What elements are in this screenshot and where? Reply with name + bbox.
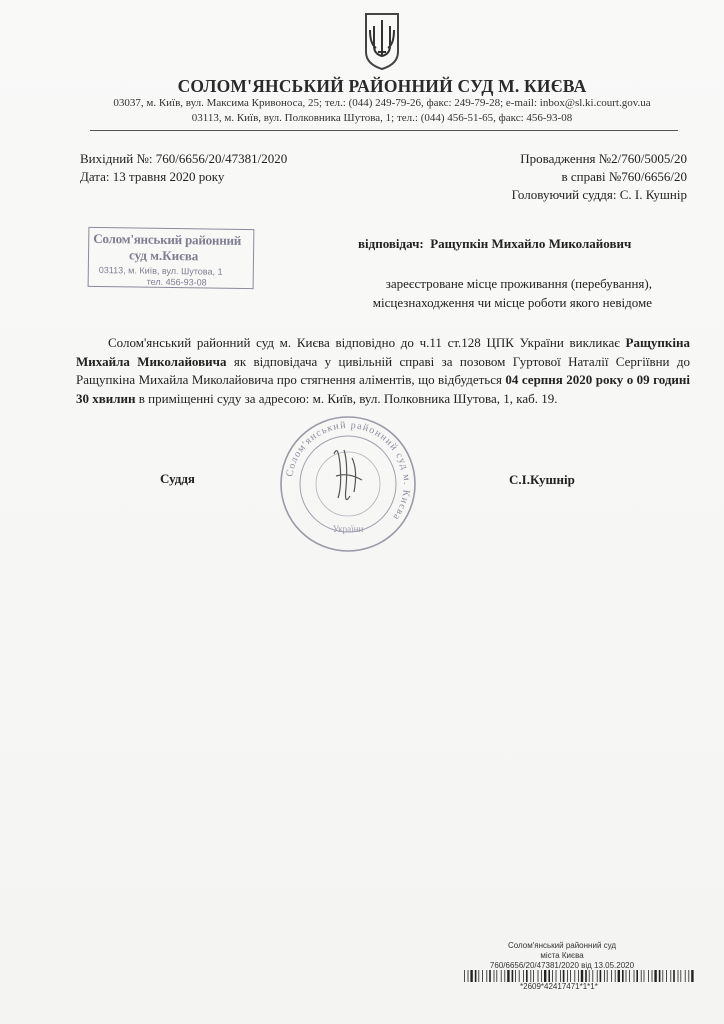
proceeding-number: Провадження №2/760/5005/20 xyxy=(520,151,687,166)
case-block xyxy=(512,150,687,204)
header-divider xyxy=(90,130,678,131)
body-part-2: як відповідача у цивільній справі за позовом Гуртової Наталії Сергіївни до Ращупкіна Михайла Миколайовича про стягнення аліментів, що відбудеться xyxy=(76,353,690,387)
court-address-primary: 03037, м. Київ, вул. Максима Кривоноса, 25; тел.: (044) 249-79-26, факс: 249-79-28; e-mail: inbox@sl.ki.court.gov.ua xyxy=(113,97,651,109)
court-seal xyxy=(278,414,418,554)
court-address-secondary: 03113, м. Київ, вул. Полковника Шутова, 1; тел.: (044) 456-51-65, факс: 456-93-08 xyxy=(191,112,573,124)
respondent-name: Ращупкін Михайло Миколайович xyxy=(430,236,632,251)
signature-title: Суддя xyxy=(160,471,195,486)
respondent-address-line-2: місцезнаходження чи місце роботи якого невідоме xyxy=(372,295,652,310)
body-part-3: в приміщенні суду за адресою: м. Київ, вул. Полковника Шутова, 1, каб. 19. xyxy=(135,390,558,406)
footer-line-2: міста Києва xyxy=(540,951,584,960)
respondent-address xyxy=(373,274,652,312)
outgoing-block xyxy=(80,150,287,186)
body-part-1: Солом'янський районний суд м. Києва відповідно до ч.11 ст.128 ЦПК України викликає xyxy=(108,335,626,350)
summons-body xyxy=(76,334,690,408)
presiding-judge: Головуючий суддя: С. І. Кушнір xyxy=(511,187,687,202)
stamp-line-4: тел. 456-93-08 xyxy=(146,276,207,288)
barcode xyxy=(464,970,696,982)
body-name-bold: Ращупкіна Михайла Миколайовича xyxy=(76,335,690,369)
respondent-address-line-1: зареєстроване місце проживання (перебування), xyxy=(385,276,652,291)
summons-paragraph xyxy=(76,334,690,408)
svg-text:Солом'янський районний суд м.: Солом'янський районний суд м. Києва xyxy=(284,419,413,523)
registration-footer xyxy=(462,941,662,971)
footer-line-3: 760/6656/20/47381/2020 від 13.05.2020 xyxy=(489,961,635,970)
trident-icon xyxy=(362,12,402,70)
stamp-line-1: Солом'янський районний xyxy=(93,230,242,248)
stamp-line-3: 03113, м. Київ, вул. Шутова, 1 xyxy=(98,264,223,277)
outgoing-number: Вихідний №: 760/6656/20/47381/2020 xyxy=(80,151,288,166)
court-address-stamp xyxy=(88,227,255,289)
stamp-line-2: суд м.Києва xyxy=(128,247,199,264)
footer-line-1: Солом'янський районний суд xyxy=(507,941,617,950)
svg-text:України: України xyxy=(332,524,364,534)
outgoing-date: Дата: 13 травня 2020 року xyxy=(80,169,225,184)
respondent-label: відповідач: xyxy=(358,236,424,251)
body-datetime-bold: 04 серпня 2020 року о 09 годині 30 хвилин xyxy=(76,372,690,406)
barcode-text: *2609*42417471*1*1* xyxy=(520,982,598,991)
respondent-line xyxy=(358,236,631,252)
case-number: в справі №760/6656/20 xyxy=(561,169,687,184)
court-title: СОЛОМ'ЯНСЬКИЙ РАЙОННИЙ СУД М. КИЄВА xyxy=(177,76,587,96)
signature-name: С.І.Кушнір xyxy=(509,472,575,487)
